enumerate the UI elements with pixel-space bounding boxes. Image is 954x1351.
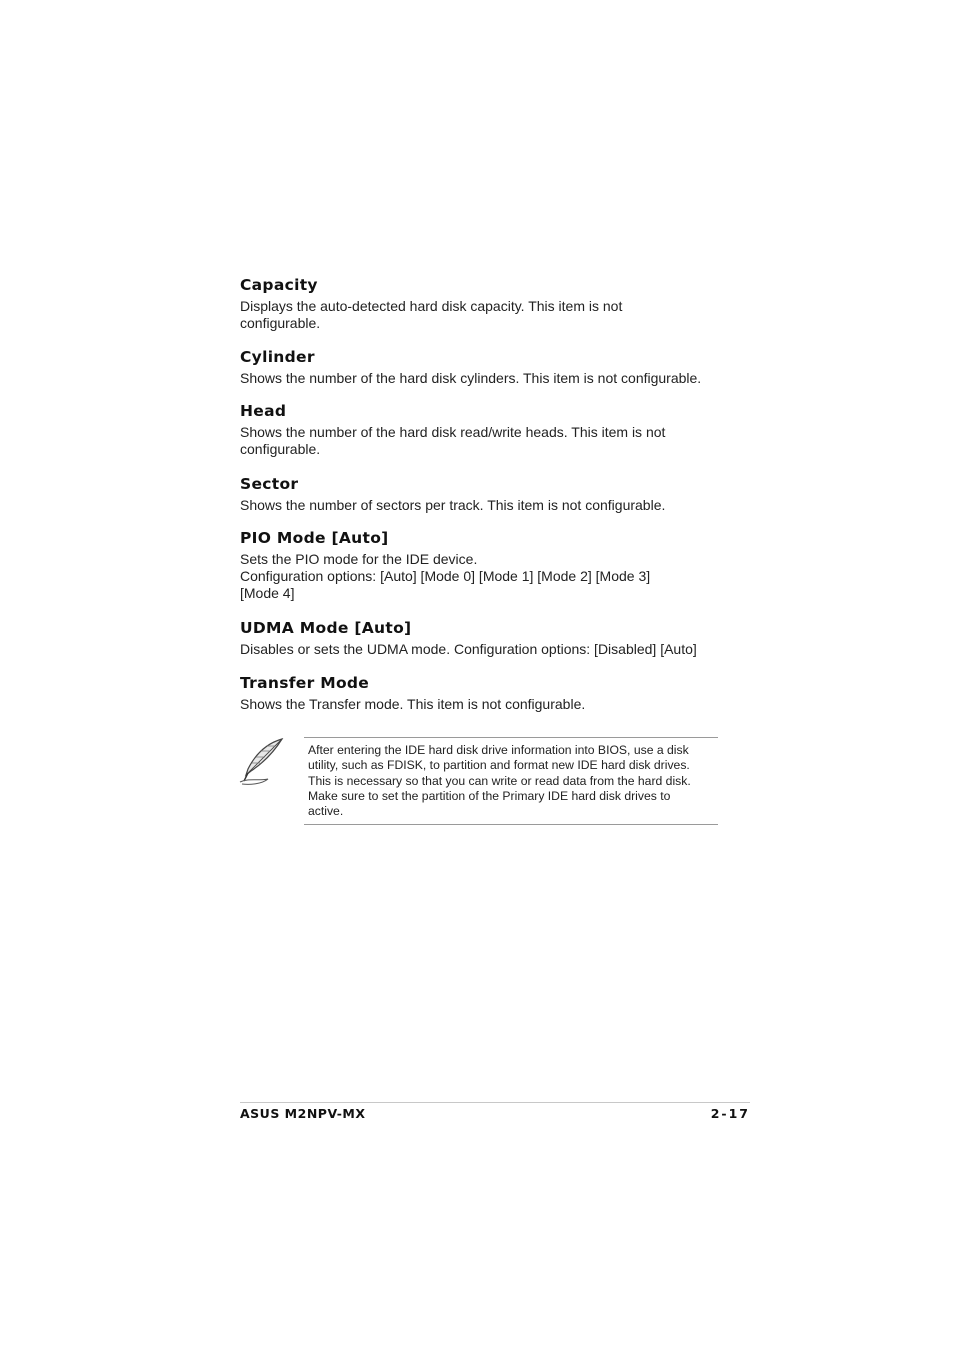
footer-page-number: 2-17 [710, 1106, 750, 1121]
section-udma-mode [240, 617, 697, 658]
section-heading: Capacity [240, 276, 318, 294]
section-description: Sets the PIO mode for the IDE device. Configuration options: [Auto] [Mode 0] [Mode 1] [Mode 2] [Mode 3] [Mode 4] [240, 551, 651, 601]
note-box [304, 737, 718, 825]
section-heading: Cylinder [240, 348, 315, 366]
section-heading: Sector [240, 475, 299, 493]
section-heading: Transfer Mode [240, 674, 370, 692]
section-description: Shows the number of sectors per track. This item is not configurable. [240, 497, 666, 513]
section-description: Disables or sets the UDMA mode. Configuration options: [Disabled] [Auto] [240, 641, 697, 657]
section-sector [240, 473, 665, 514]
section-pio-mode [240, 527, 650, 602]
footer-product-name: ASUS M2NPV-MX [240, 1106, 366, 1121]
note-text: After entering the IDE hard disk drive information into BIOS, use a disk utility, such as FDISK, to partition and format new IDE hard disk drives. This is necessary so that you can write or read data from the hard disk. Make sure to set the partition of the Primary IDE hard disk drives to active. [308, 743, 691, 819]
feather-pen-icon [238, 737, 286, 787]
section-description: Shows the number of the hard disk cylinders. This item is not configurable. [240, 370, 702, 386]
section-heading: PIO Mode [Auto] [240, 529, 389, 547]
section-description: Displays the auto-detected hard disk capacity. This item is not configurable. [240, 298, 623, 331]
section-cylinder [240, 346, 701, 387]
section-description: Shows the number of the hard disk read/write heads. This item is not configurable. [240, 424, 666, 457]
section-description: Shows the Transfer mode. This item is not configurable. [240, 696, 586, 712]
footer-divider [240, 1102, 750, 1103]
section-heading: Head [240, 402, 287, 420]
section-heading: UDMA Mode [Auto] [240, 619, 412, 637]
section-transfer-mode [240, 672, 585, 713]
section-capacity [240, 274, 622, 332]
section-head [240, 400, 665, 458]
